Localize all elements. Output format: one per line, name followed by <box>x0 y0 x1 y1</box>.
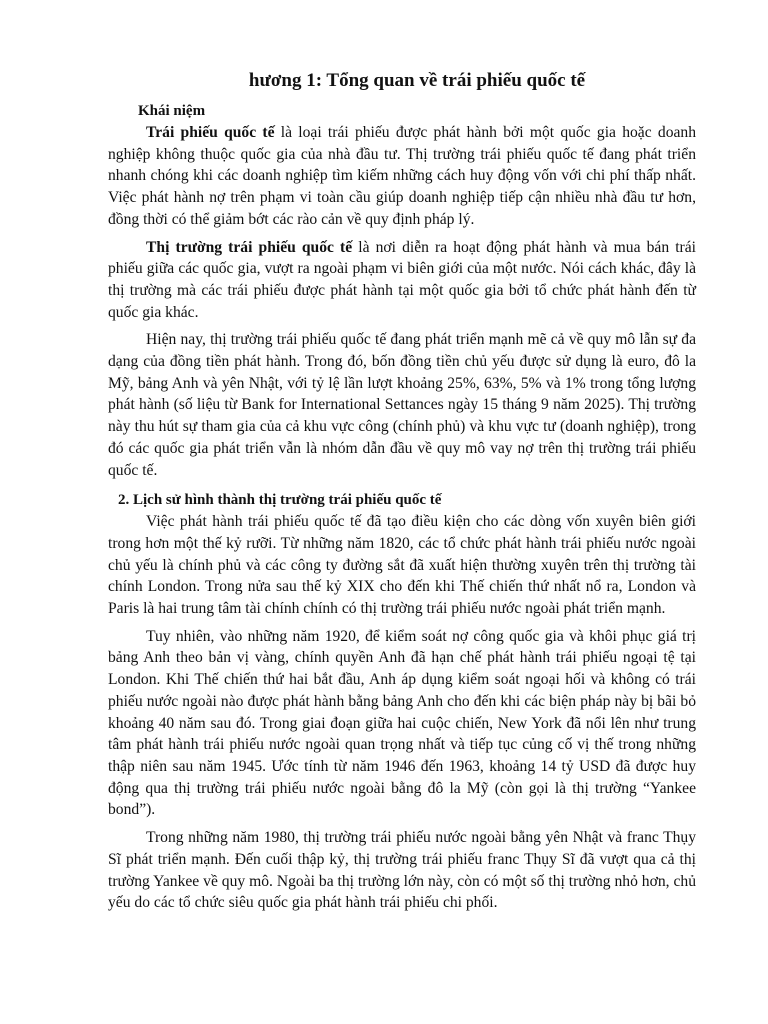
chapter-title: hương 1: Tổng quan về trái phiếu quốc tế <box>248 70 586 91</box>
document-page <box>108 68 696 920</box>
term-international-bond-market: Thị trường trái phiếu quốc tế <box>146 238 353 256</box>
paragraph-history-1: Việc phát hành trái phiếu quốc tế đã tạo điều kiện cho các dòng vốn xuyên biên giới trong hơn một thế kỷ rưỡi. Từ những năm 1820, các tổ chức phát hành trái phiếu nước ngoài chủ yếu là chính phủ và các công ty đường sắt đã xuất hiện thường xuyên trên thị trường tài chính London. Trong nửa sau thế kỷ XIX cho đến khi Thế chiến thứ nhất nổ ra, London và Paris là hai trung tâm tài chính chính có thị trường trái phiếu nước ngoài phát triển mạnh. <box>108 513 696 618</box>
term-international-bond: Trái phiếu quốc tế <box>146 124 275 141</box>
paragraph-text: là loại trái phiếu được phát hành bởi một quốc gia hoặc doanh nghiệp không thuộc quốc gia của nhà đầu tư. Thị trường trái phiếu quốc tế đang phát triển nhanh chóng khi các doanh nghiệp tìm kiếm những cách huy động vốn với chi phí thấp nhất. Việc phát hành nợ trên phạm vi toàn cầu giúp doanh nghiệp tiếp cận nhiều nhà đầu tư hơn, đồng thời có thể giảm bớt các rào cản về quy định pháp lý. <box>108 124 697 228</box>
section-heading-concept: Khái niệm <box>138 103 206 119</box>
paragraph-definition-bond <box>108 122 696 231</box>
paragraph-current-market: Hiện nay, thị trường trái phiếu quốc tế đang phát triển mạnh mẽ cả về quy mô lẫn sự đa dạng của đồng tiền phát hành. Trong đó, bốn đồng tiền chủ yếu được sử dụng là euro, đô la Mỹ, bảng Anh và yên Nhật, với tỷ lệ lần lượt khoảng 25%, 63%, 5% và 1% trong tổng lượng phát hành (số liệu từ Bank for International Settances ngày 15 tháng 9 năm 2025). Thị trường này thu hút sự tham gia của cả khu vực công (chính phủ) và khu vực tư (doanh nghiệp), trong đó các quốc gia phát triển vẫn là nhóm dẫn đầu về quy mô vay nợ trên thị trường trái phiếu quốc tế. <box>108 331 696 479</box>
paragraph-text: là nơi diễn ra hoạt động phát hành và mua bán trái phiếu giữa các quốc gia, vượt ra ngoài phạm vi biên giới của một nước. Nói cách khác, đây là thị trường mà các trái phiếu được phát hành tại một quốc gia bởi tổ chức phát hành đến từ quốc gia khác. <box>108 238 696 321</box>
paragraph-history-3: Trong những năm 1980, thị trường trái phiếu nước ngoài bằng yên Nhật và franc Thụy Sĩ phát triển mạnh. Đến cuối thập kỷ, thị trường trái phiếu franc Thụy Sĩ đã vượt qua cả thị trường Yankee về quy mô. Ngoài ba thị trường lớn này, còn có một số thị trường nhỏ hơn, chủ yếu do các tổ chức siêu quốc gia phát hành trái phiếu chi phối. <box>108 829 696 912</box>
section-heading-history: 2. Lịch sử hình thành thị trường trái phiếu quốc tế <box>118 492 442 509</box>
paragraph-definition-market <box>108 237 696 324</box>
paragraph-history-2: Tuy nhiên, vào những năm 1920, để kiểm soát nợ công quốc gia và khôi phục giá trị bảng Anh theo bản vị vàng, chính quyền Anh đã hạn chế phát hành trái phiếu ngoại tệ tại London. Khi Thế chiến thứ hai bắt đầu, Anh áp dụng kiểm soát ngoại hối và không có trái phiếu nước ngoài nào được phát hành bằng bảng Anh cho đến khi các biện pháp này bị bãi bỏ khoảng 40 năm sau đó. Trong giai đoạn giữa hai cuộc chiến, New York đã nổi lên như trung tâm phát hành trái phiếu nước ngoài quan trọng nhất và tiếp tục củng cố vị thế trong những thập niên sau năm 1945. Ước tính từ năm 1946 đến 1963, khoảng 14 tỷ USD đã được huy động qua thị trường trái phiếu nước ngoài bằng đô la Mỹ (còn gọi là thị trường “Yankee bond”). <box>108 627 696 819</box>
